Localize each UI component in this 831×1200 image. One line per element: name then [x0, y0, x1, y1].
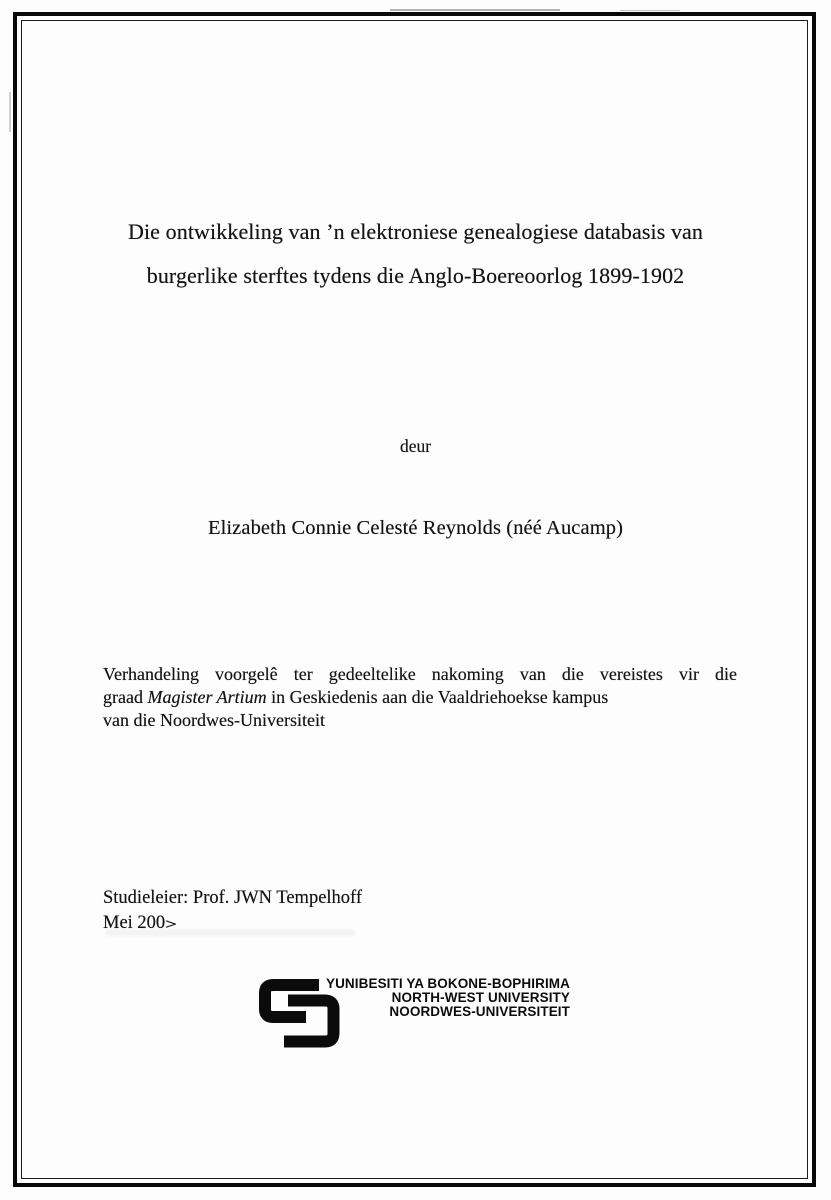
thesis-title — [40, 210, 791, 298]
logo-text-english: NORTH-WEST UNIVERSITY — [391, 989, 570, 1005]
degree-statement-line2-post: in Geskiedenis aan die Vaaldriehoekse kampus — [266, 687, 609, 707]
logo-text-afrikaans: NOORDWES-UNIVERSITEIT — [389, 1003, 570, 1019]
thesis-title-line1: Die ontwikkeling van ’n elektroniese genealogiese databasis van — [127, 219, 704, 244]
scan-artifact — [9, 92, 11, 132]
degree-statement-line1: Verhandeling voorgelê ter gedeeltelike nakoming van die vereistes vir die — [103, 664, 737, 684]
byline-deur: deur — [399, 436, 432, 456]
author-name: Elizabeth Connie Celesté Reynolds (néé Aucamp) — [207, 517, 624, 539]
scan-artifact — [620, 10, 680, 11]
supervisor-line: Studieleier: Prof. JWN Tempelhoff — [103, 888, 363, 908]
nwu-logo — [258, 977, 578, 1052]
thesis-title-line2: burgerlike sterftes tydens die Anglo-Boereoorlog 1899-1902 — [146, 263, 685, 288]
degree-title-italic: Magister Artium — [147, 687, 267, 707]
date-prefix: Mei 200 — [103, 913, 166, 933]
nwu-logo-text — [320, 977, 570, 1018]
degree-statement-line2 — [103, 686, 737, 709]
logo-text-setswana: YUNIBESITI YA BOKONE-BOPHIRIMA — [325, 976, 570, 991]
date-year-glyph: > — [165, 916, 177, 934]
degree-statement — [103, 663, 737, 732]
degree-statement-line2-pre: graad — [103, 687, 148, 707]
scan-artifact — [390, 9, 560, 11]
degree-statement-line3: van die Noordwes-Universiteit — [103, 710, 325, 730]
date-line — [103, 913, 175, 934]
